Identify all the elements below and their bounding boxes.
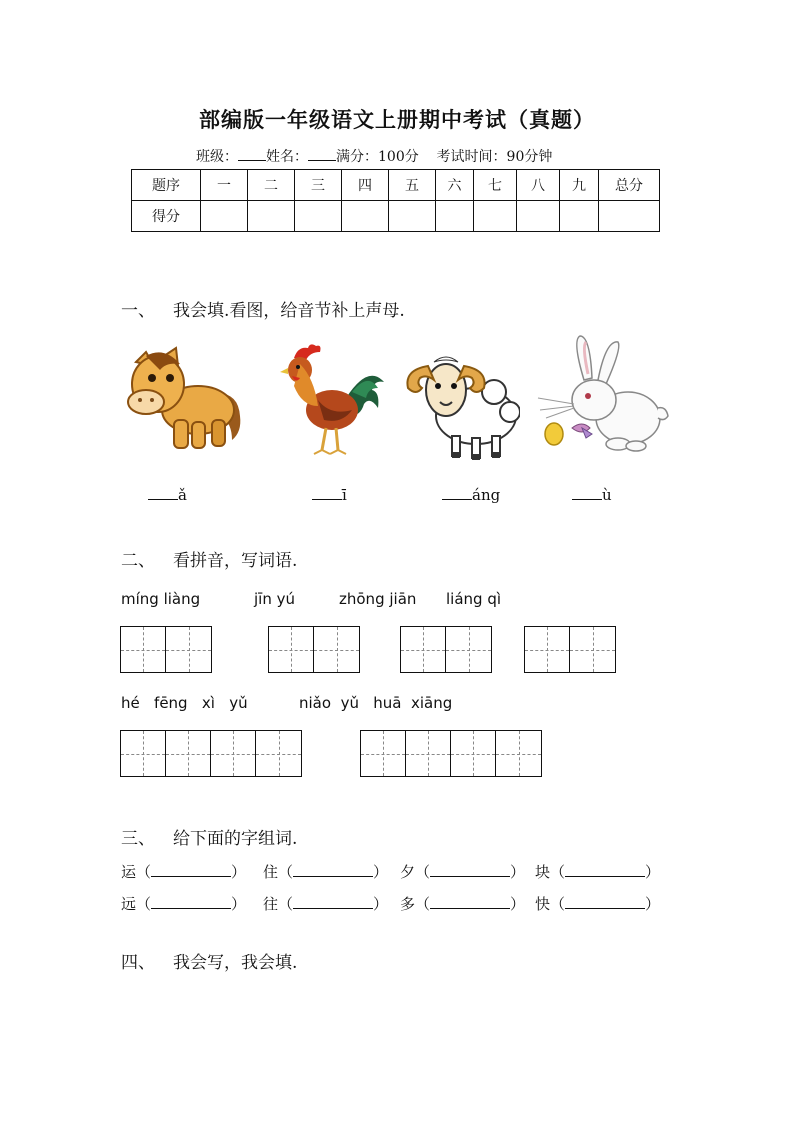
score-table-score-row <box>132 201 660 232</box>
paren: ） <box>231 863 247 881</box>
char: 快 <box>535 895 551 913</box>
paren: （ <box>415 863 431 881</box>
paren: （ <box>136 863 152 881</box>
pinyin-label: jīn yú <box>254 590 295 608</box>
writing-grid[interactable] <box>400 626 492 673</box>
section-text: 我会写，我会填. <box>173 953 298 973</box>
answer-blank[interactable] <box>148 487 178 500</box>
score-table-header-row <box>132 170 660 201</box>
table-cell: 三 <box>295 170 342 201</box>
table-cell: 一 <box>201 170 248 201</box>
blank-final-3 <box>442 486 500 504</box>
full-score: 满分：100分 <box>336 149 419 165</box>
grid-cell[interactable] <box>121 731 166 776</box>
section-number: 三、 <box>121 829 155 849</box>
paren: ） <box>231 895 247 913</box>
section-1-heading <box>121 296 405 321</box>
grid-cell[interactable] <box>121 627 166 672</box>
final-text: ù <box>602 486 612 504</box>
blank-final-2 <box>312 486 347 504</box>
class-blank[interactable] <box>238 148 266 161</box>
char: 块 <box>535 863 551 881</box>
pinyin-label: zhōng jiān <box>339 590 417 608</box>
answer-blank[interactable] <box>430 864 510 877</box>
paren: （ <box>550 895 566 913</box>
paren: ） <box>510 895 526 913</box>
writing-grid[interactable] <box>120 626 212 673</box>
answer-blank[interactable] <box>430 896 510 909</box>
grid-cell[interactable] <box>451 731 496 776</box>
word-item <box>263 893 388 914</box>
word-item <box>400 893 525 914</box>
table-cell: 五 <box>389 170 436 201</box>
answer-blank[interactable] <box>442 487 472 500</box>
score-cell[interactable] <box>560 201 599 232</box>
score-cell[interactable] <box>599 201 660 232</box>
word-item <box>535 893 660 914</box>
table-cell: 七 <box>474 170 517 201</box>
table-cell: 得分 <box>132 201 201 232</box>
pinyin-label: hé fēng xì yǔ <box>121 694 248 712</box>
score-cell[interactable] <box>342 201 389 232</box>
section-text: 给下面的字组词. <box>173 829 298 849</box>
writing-grid[interactable] <box>360 730 542 777</box>
final-text: ī <box>342 486 347 504</box>
section-text: 我会填.看图，给音节补上声母. <box>173 301 405 321</box>
paren: ） <box>510 863 526 881</box>
grid-cell[interactable] <box>166 627 211 672</box>
paren: （ <box>550 863 566 881</box>
word-row-2 <box>121 893 681 917</box>
horse-icon <box>126 344 246 456</box>
pinyin-label: niǎo yǔ huā xiāng <box>299 694 453 712</box>
pinyin-label: míng liàng <box>121 590 201 608</box>
rabbit-icon <box>536 334 670 456</box>
score-cell[interactable] <box>517 201 560 232</box>
exam-info <box>196 146 552 166</box>
char: 夕 <box>400 863 416 881</box>
section-3-heading <box>121 824 297 849</box>
section-2-heading <box>121 546 297 571</box>
paren: （ <box>278 895 294 913</box>
section-text: 看拼音，写词语. <box>173 551 298 571</box>
blank-final-4 <box>572 486 612 504</box>
answer-blank[interactable] <box>312 487 342 500</box>
grid-cell[interactable] <box>269 627 314 672</box>
grid-cell[interactable] <box>446 627 491 672</box>
answer-blank[interactable] <box>572 487 602 500</box>
grid-cell[interactable] <box>406 731 451 776</box>
answer-blank[interactable] <box>151 864 231 877</box>
section-number: 一、 <box>121 301 155 321</box>
answer-blank[interactable] <box>151 896 231 909</box>
answer-blank[interactable] <box>293 864 373 877</box>
grid-cell[interactable] <box>401 627 446 672</box>
paren: ） <box>373 863 389 881</box>
char: 运 <box>121 863 137 881</box>
table-cell: 题序 <box>132 170 201 201</box>
score-cell[interactable] <box>389 201 436 232</box>
final-text: ǎ <box>178 486 187 504</box>
final-text: áng <box>472 486 501 504</box>
exam-time: 考试时间：90分钟 <box>436 149 553 165</box>
score-cell[interactable] <box>436 201 474 232</box>
char: 远 <box>121 895 137 913</box>
grid-cell[interactable] <box>496 731 541 776</box>
paren: ） <box>373 895 389 913</box>
grid-cell[interactable] <box>525 627 570 672</box>
score-table <box>131 169 660 232</box>
grid-cell[interactable] <box>256 731 301 776</box>
paren: ） <box>645 895 661 913</box>
char: 多 <box>400 895 416 913</box>
paren: ） <box>645 863 661 881</box>
grid-cell[interactable] <box>211 731 256 776</box>
writing-grid[interactable] <box>268 626 360 673</box>
score-cell[interactable] <box>474 201 517 232</box>
writing-grid[interactable] <box>120 730 302 777</box>
word-item <box>263 861 388 882</box>
paren: （ <box>278 863 294 881</box>
paren: （ <box>136 895 152 913</box>
table-cell: 九 <box>560 170 599 201</box>
word-item <box>121 861 246 882</box>
class-label: 班级： <box>196 149 238 165</box>
grid-cell[interactable] <box>314 627 359 672</box>
section-number: 四、 <box>121 953 155 973</box>
blank-final-1 <box>148 486 187 504</box>
grid-cell[interactable] <box>361 731 406 776</box>
rooster-icon <box>278 338 386 460</box>
section-4-heading <box>121 948 297 973</box>
page-title: 部编版一年级语文上册期中考试（真题） <box>199 107 595 132</box>
score-cell[interactable] <box>295 201 342 232</box>
table-cell: 四 <box>342 170 389 201</box>
word-row-1 <box>121 861 681 885</box>
table-cell: 八 <box>517 170 560 201</box>
writing-grid[interactable] <box>524 626 616 673</box>
answer-blank[interactable] <box>565 864 645 877</box>
word-item <box>535 861 660 882</box>
name-label: 姓名： <box>266 149 308 165</box>
sheep-icon <box>402 346 520 462</box>
table-cell: 六 <box>436 170 474 201</box>
grid-cell[interactable] <box>570 627 615 672</box>
char: 住 <box>263 863 279 881</box>
word-item <box>400 861 525 882</box>
score-cell[interactable] <box>248 201 295 232</box>
pinyin-label: liáng qì <box>446 590 502 608</box>
answer-blank[interactable] <box>293 896 373 909</box>
word-item <box>121 893 246 914</box>
table-cell: 二 <box>248 170 295 201</box>
grid-cell[interactable] <box>166 731 211 776</box>
section-number: 二、 <box>121 551 155 571</box>
table-cell: 总分 <box>599 170 660 201</box>
score-cell[interactable] <box>201 201 248 232</box>
char: 往 <box>263 895 279 913</box>
paren: （ <box>415 895 431 913</box>
name-blank[interactable] <box>308 148 336 161</box>
answer-blank[interactable] <box>565 896 645 909</box>
